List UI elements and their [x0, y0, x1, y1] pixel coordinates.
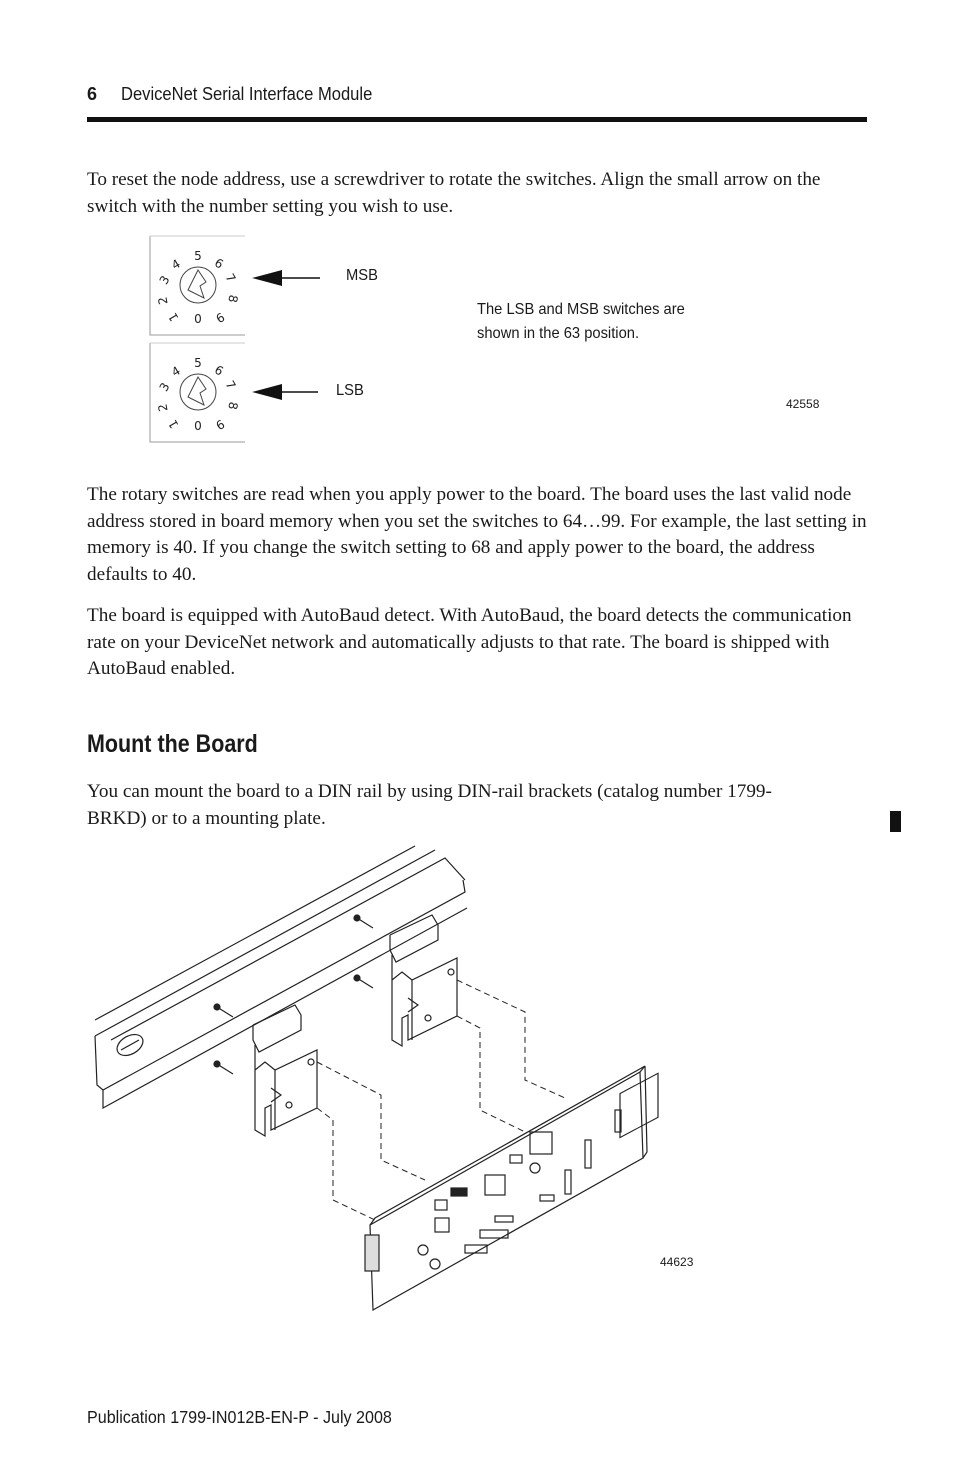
page-number: 6	[87, 84, 98, 104]
din-rail-mount-figure	[85, 840, 705, 1320]
header-rule	[87, 117, 867, 122]
svg-text:0: 0	[194, 312, 202, 326]
change-bar	[890, 811, 901, 832]
document-title: DeviceNet Serial Interface Module	[121, 84, 373, 104]
svg-text:3: 3	[156, 273, 173, 287]
svg-text:8: 8	[225, 400, 241, 411]
svg-text:5: 5	[194, 356, 202, 370]
lsb-arrow	[252, 384, 318, 400]
svg-text:4: 4	[169, 256, 183, 273]
switch-caption-line-2: shown in the 63 position.	[477, 325, 640, 342]
svg-text:1: 1	[165, 310, 182, 324]
svg-text:3: 3	[156, 380, 173, 394]
svg-text:6: 6	[212, 255, 226, 272]
mount-paragraph: You can mount the board to a DIN rail by using DIN-rail brackets (catalog number 1799-BRKD) or to a mounting plate.	[87, 781, 772, 829]
autobaud-paragraph: The board is equipped with AutoBaud detect. With AutoBaud, the board detects the communication rate on your DeviceNet network and automatically adjusts to that rate. The board is shipped with AutoBaud enabled.	[87, 605, 852, 679]
svg-text:7: 7	[222, 378, 239, 392]
lsb-switch	[150, 343, 245, 442]
circuit-board	[365, 1066, 658, 1310]
svg-text:9: 9	[213, 416, 227, 433]
figure-number-42558: 42558	[786, 397, 820, 411]
section-title: Mount the Board	[87, 730, 258, 758]
svg-text:8: 8	[225, 293, 241, 304]
msb-arrow	[252, 270, 320, 286]
page-footer: Publication 1799-IN012B-EN-P - July 2008	[87, 1407, 392, 1427]
rotary-switch-figure	[140, 230, 840, 450]
svg-text:9: 9	[213, 309, 227, 326]
svg-text:7: 7	[222, 271, 239, 285]
svg-text:0: 0	[194, 419, 202, 433]
switch-caption-line-1: The LSB and MSB switches are	[477, 301, 685, 318]
din-rail-mount-drawing	[85, 840, 705, 1320]
svg-text:1: 1	[165, 417, 182, 431]
figure-number-44623: 44623	[660, 1255, 694, 1269]
rotary-read-paragraph: The rotary switches are read when you apply power to the board. The board uses the last valid node address stored in board memory when you set the switches to 64…99. For example, the last setting in memory is 40. If you change the switch setting to 68 and apply power to the board, the address defaults to 40.	[87, 484, 867, 585]
screws	[214, 915, 373, 1074]
svg-text:5: 5	[194, 249, 202, 263]
svg-text:6: 6	[212, 362, 226, 379]
reset-instructions-paragraph: To reset the node address, use a screwdriver to rotate the switches. Align the small arrow on the switch with the number setting you wish to use.	[87, 169, 821, 217]
din-rail	[95, 846, 467, 1108]
svg-text:2: 2	[155, 295, 171, 306]
lsb-label: LSB	[336, 382, 364, 399]
msb-switch	[150, 236, 245, 335]
svg-text:2: 2	[155, 402, 171, 413]
alignment-lines	[317, 980, 565, 1220]
bracket-left	[253, 1005, 317, 1136]
bracket-right	[390, 915, 457, 1046]
msb-label: MSB	[346, 267, 378, 284]
svg-text:4: 4	[169, 363, 183, 380]
